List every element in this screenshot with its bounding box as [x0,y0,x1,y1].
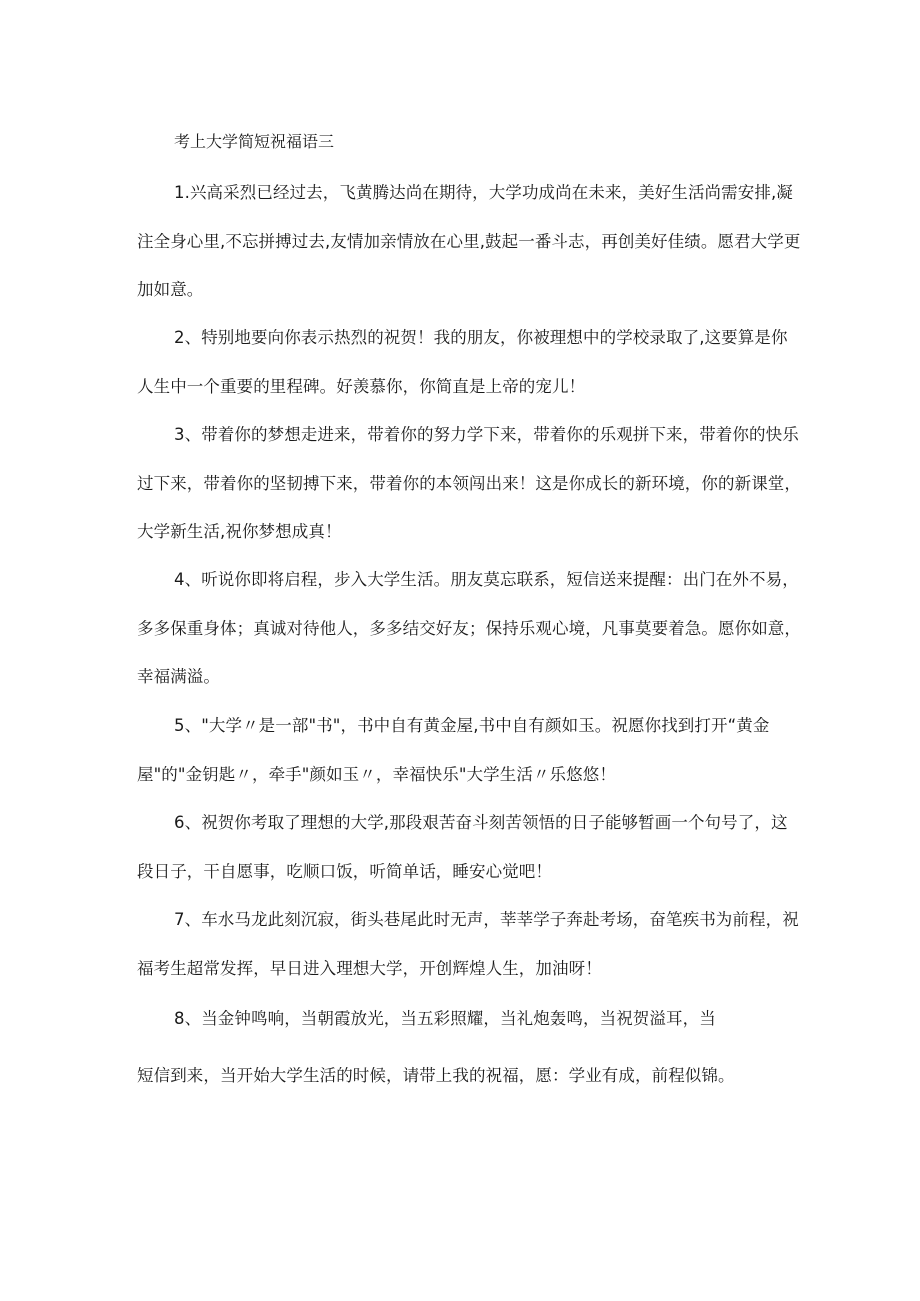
paragraph-4: 4、听说你即将启程，步入大学生活。朋友莫忘联系，短信送来提醒：出门在外不易，多多保重身体；真诚对待他人，多多结交好友；保持乐观心境，凡事莫要着急。愿你如意，幸福满溢。 [137,570,801,686]
paragraph-5: 5、"大学〃是一部"书"，书中自有黄金屋,书中自有颜如玉。祝愿你找到打开“黄金屋"的"金钥匙〃，牵手"颜如玉〃，幸福快乐"大学生活〃乐悠悠！ [137,716,770,784]
paragraph-6: 6、祝贺你考取了理想的大学,那段艰苦奋斗刻苦领悟的日子能够暂画一个句号了，这段日子，干自愿事，吃顺口饭，听简单话，睡安心觉吧！ [137,813,788,881]
paragraph-1: 1.兴高采烈已经过去，飞黄腾达尚在期待，大学功成尚在未来，美好生活尚需安排,凝注全身心里,不忘拼搏过去,友情加亲情放在心里,鼓起一番斗志，再创美好佳绩。愿君大学更加如意。 [137,183,801,299]
paragraph-2: 2、特别地要向你表示热烈的祝贺！我的朋友，你被理想中的学校录取了,这要算是你人生中一个重要的里程碑。好羡慕你，你简直是上帝的宠儿！ [137,328,788,396]
paragraph-8-line-1: 8、当金钟鸣响，当朝霞放光，当五彩照耀，当礼炮轰鸣，当祝贺溢耳，当 [174,1009,716,1028]
paragraph-8-line-2: 短信到来，当开始大学生活的时候，请带上我的祝福，愿：学业有成，前程似锦。 [137,1066,735,1085]
page-title: 考上大学简短祝福语三 [174,132,335,151]
paragraph-3: 3、带着你的梦想走进来，带着你的努力学下来，带着你的乐观拼下来，带着你的快乐过下来，带着你的坚韧搏下来，带着你的本领闯出来！这是你成长的新环境，你的新课堂，大学新生活,祝你梦想成真！ [137,425,801,541]
paragraph-7: 7、车水马龙此刻沉寂，街头巷尾此时无声，莘莘学子奔赴考场，奋笔疾书为前程，祝福考生超常发挥，早日进入理想大学，开创辉煌人生，加油呀！ [137,910,799,978]
